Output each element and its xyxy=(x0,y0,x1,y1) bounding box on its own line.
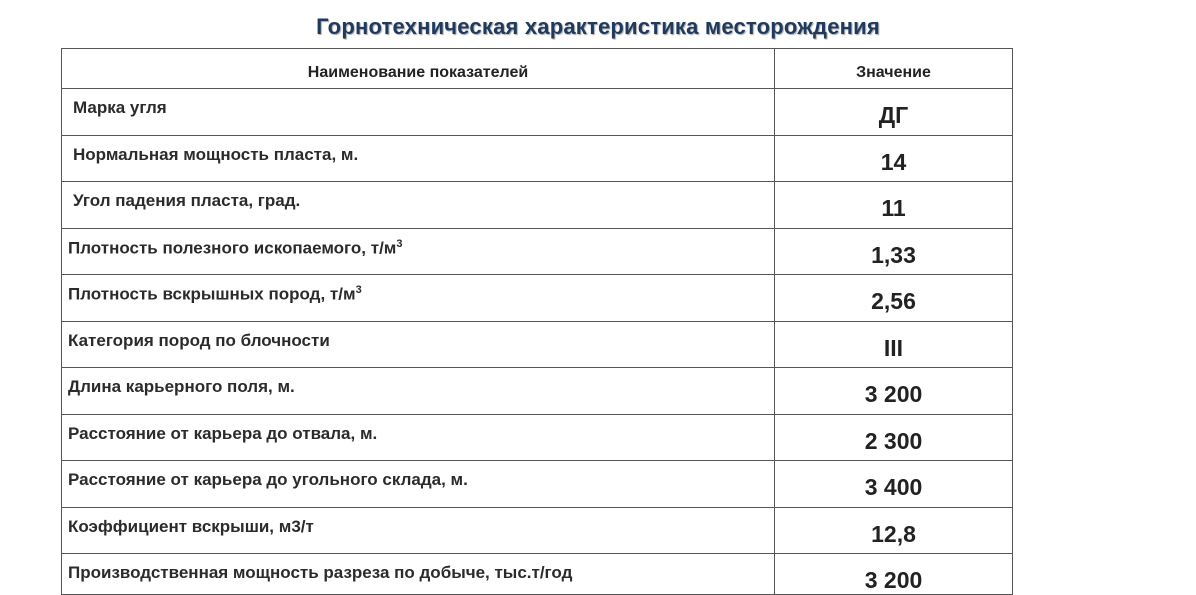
row-name-text: Расстояние от карьера до отвала, м. xyxy=(68,424,378,443)
row-name xyxy=(62,182,775,229)
header-name: Наименование показателей xyxy=(62,49,775,89)
table-row xyxy=(62,461,1013,508)
row-name-text: Производственная мощность разреза по добыче, тыс.т/год xyxy=(68,563,573,582)
header-value: Значение xyxy=(775,49,1013,89)
page-title: Горнотехническая характеристика месторождения xyxy=(316,14,880,39)
row-name-text: Расстояние от карьера до угольного склада, м. xyxy=(68,470,468,489)
table-row xyxy=(62,182,1013,229)
row-name xyxy=(62,229,775,275)
table-row xyxy=(62,229,1013,275)
table-row xyxy=(62,415,1013,461)
table-row xyxy=(62,275,1013,322)
row-name-sup: 3 xyxy=(355,284,362,296)
row-name-sup: 3 xyxy=(396,238,403,250)
table-row xyxy=(62,508,1013,554)
row-name-text: Коэффициент вскрыши, м3/т xyxy=(68,517,314,536)
row-name-text: Плотность вскрышных пород, т/м xyxy=(68,284,356,304)
row-value: 14 xyxy=(775,136,1013,182)
row-name-text: Длина карьерного поля, м. xyxy=(68,377,295,396)
row-name xyxy=(62,89,775,136)
row-name-text: Плотность полезного ископаемого, т/м xyxy=(68,238,397,258)
row-value: ДГ xyxy=(775,89,1013,136)
row-value: 2,56 xyxy=(775,275,1013,322)
row-name xyxy=(62,461,775,508)
row-value: 3 400 xyxy=(775,461,1013,508)
row-name xyxy=(62,275,775,322)
table-row xyxy=(62,89,1013,136)
table-header-row xyxy=(62,49,1013,89)
table-row xyxy=(62,322,1013,368)
table-row xyxy=(62,554,1013,595)
row-name-text: Категория пород по блочности xyxy=(68,331,330,350)
row-name-text: Угол падения пласта, град. xyxy=(73,191,301,210)
row-value: 11 xyxy=(775,182,1013,229)
table-row xyxy=(62,368,1013,415)
row-name-text: Нормальная мощность пласта, м. xyxy=(73,145,359,164)
row-name xyxy=(62,415,775,461)
parameters-table xyxy=(61,48,1013,595)
row-name-text: Марка угля xyxy=(73,98,167,117)
row-value: 2 300 xyxy=(775,415,1013,461)
row-name xyxy=(62,508,775,554)
table-row xyxy=(62,136,1013,182)
row-name xyxy=(62,368,775,415)
row-name xyxy=(62,322,775,368)
row-name xyxy=(62,554,775,595)
row-value: 3 200 xyxy=(775,554,1013,595)
row-value: III xyxy=(775,322,1013,368)
row-value: 12,8 xyxy=(775,508,1013,554)
row-value: 1,33 xyxy=(775,229,1013,275)
row-value: 3 200 xyxy=(775,368,1013,415)
row-name xyxy=(62,136,775,182)
